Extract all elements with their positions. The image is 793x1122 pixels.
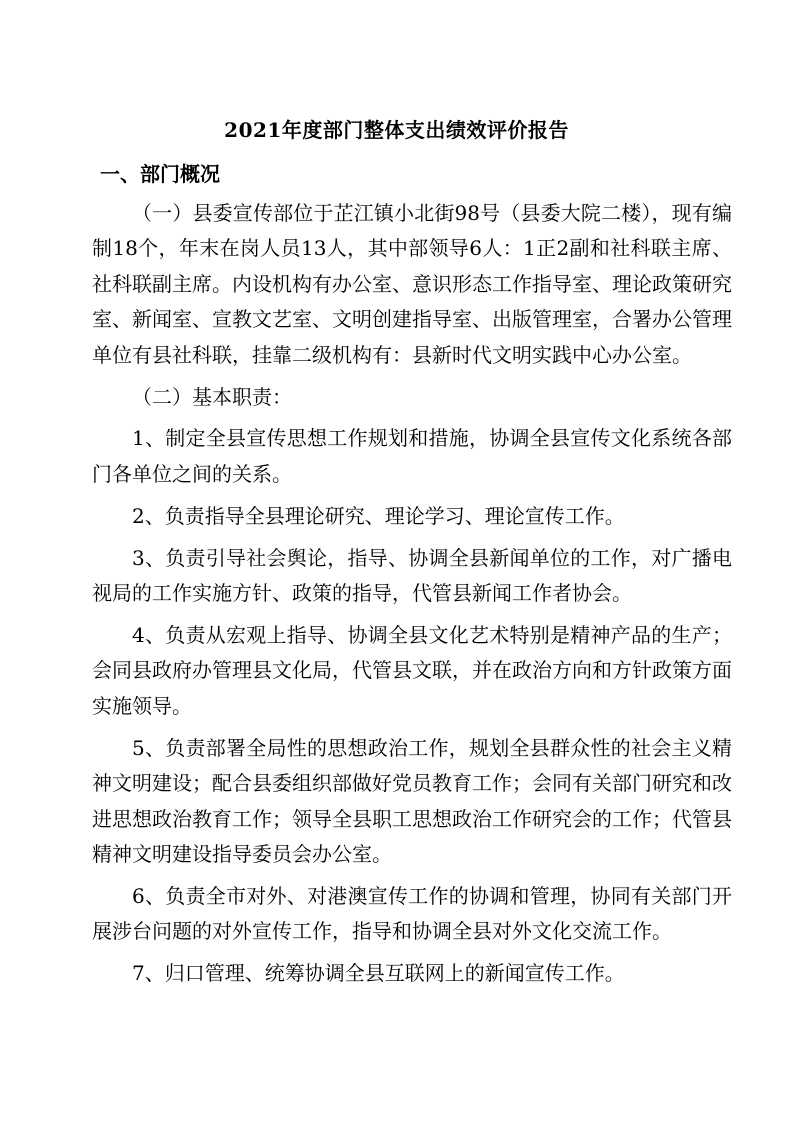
document-body [92,196,732,998]
paragraph-duty-2: 2、负责指导全县理论研究、理论学习、理论宣传工作。 [132,503,625,528]
paragraph-duty-4: 4、负责从宏观上指导、协调全县文化艺术特别是精神产品的生产；会同县政府办管理县文化局，代管县文联，并在政治方向和方针政策方面实施领导。 [92,622,732,718]
paragraph-duties-heading: （二）基本职责： [132,384,292,409]
paragraph-duty-7: 7、归口管理、统筹协调全县互联网上的新闻宣传工作。 [132,961,625,986]
paragraph-duty-6: 6、负责全市对外、对港澳宣传工作的协调和管理，协同有关部门开展涉台问题的对外宣传工作，指导和协调全县对外文化交流工作。 [92,883,732,944]
section-heading: 一、部门概况 [100,162,220,186]
paragraph-duty-3: 3、负责引导社会舆论，指导、协调全县新闻单位的工作，对广播电视局的工作实施方针、政策的指导，代管县新闻工作者协会。 [92,545,732,606]
document-title: 2021年度部门整体支出绩效评价报告 [224,118,569,142]
paragraph-overview: （一）县委宣传部位于芷江镇小北街98号（县委大院二楼），现有编制18个，年末在岗人员13人，其中部领导6人：1正2副和社科联主席、社科联副主席。内设机构有办公室、意识形态工作指导室、理论政策研究室、新闻室、宣教文艺室、文明创建指导室、出版管理室，合署办公管理单位有县社科联，挂靠二级机构有：县新时代文明实践中心办公室。 [92,201,732,367]
paragraph-duty-5: 5、负责部署全局性的思想政治工作，规划全县群众性的社会主义精神文明建设；配合县委组织部做好党员教育工作；会同有关部门研究和改进思想政治教育工作；领导全县职工思想政治工作研究会的工作；代管县精神文明建设指导委员会办公室。 [92,735,732,866]
paragraph-duty-1: 1、制定全县宣传思想工作规划和措施，协调全县宣传文化系统各部门各单位之间的关系。 [92,426,732,486]
